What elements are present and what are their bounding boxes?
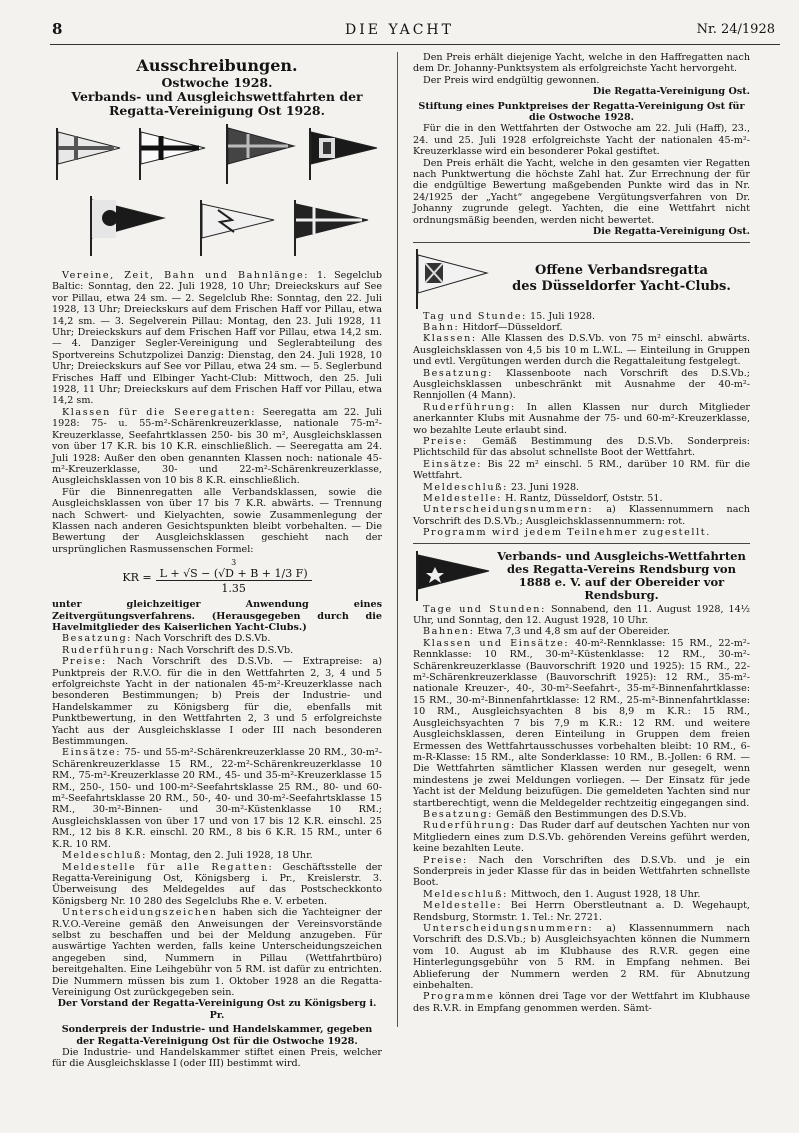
paragraph-meldeschluss-rvr [413,889,750,900]
label-tag: Tag und Stunde: [423,310,527,322]
paragraph-ruderfuehrung [52,645,382,656]
section-separator [413,242,750,243]
paragraph-programm-dus: Programm wird jedem Teilnehmer zugestellt. [423,527,711,539]
text-meldeschluss-dus: 23. Juni 1928. [511,481,580,493]
paragraph-unterscheidung-dus [413,504,750,527]
paragraph-preise-rvr [413,855,750,889]
formula-fraction [156,559,312,595]
paragraph-bahn [413,322,750,333]
label-preise: Preise: [62,656,107,668]
paragraph-meldestelle-dus [413,493,750,504]
pennant-seglerbund-icon [88,196,168,256]
paragraph-einsaetze-dus [413,459,750,482]
label-klassen-einsaetze: Klassen und Einsätze: [423,637,570,649]
paragraph-klassen-einsaetze [413,638,750,809]
label-vereine: Vereine, Zeit, Bahn und Bahnlänge: [62,270,310,281]
pennant-rendsburg-icon [413,551,493,601]
label-unterscheidung-rvr: Unterscheidungsnummern: [423,923,594,934]
section-title: Ausschreibungen. [136,56,298,75]
label-meldestelle: Meldestelle für alle Regatten: [62,861,274,873]
rasmussen-formula [52,559,382,595]
subtitle-ostwoche: Ostwoche 1928. [161,75,273,90]
paragraph-programme-rvr [413,991,750,1014]
duesseldorf-header [413,249,750,309]
pennant-schupo-icon [198,200,278,256]
label-unterscheidung: Unterscheidungszeichen [62,907,218,919]
paragraph-tage [413,604,750,627]
pennant-duesseldorf-icon [413,249,493,309]
paragraph-stiftung-2: Den Preis erhält die Yacht, welche in den gesamten vier Regatten nach Punktwertung die höchste Zahl hat. Zur Errechnung der für die endgültige Bewertung maßgebenden Punkte wird das in Nr. 24/1925 der „Yacht“ angegebene Vergütungsverfahren von Dr. Johanny zugrunde gelegt. Yachten, die eine Wettfahrt nicht ordnungsmäßig beenden, werden nicht bewertet. [413,157,750,226]
label-meldeschluss: Meldeschluß: [62,850,147,862]
paragraph-preise-dus [413,436,750,459]
paragraph-vereine [52,270,382,407]
pennant-rhe-icon [137,128,209,180]
label-meldeschluss-rvr: Meldeschluß: [423,888,508,900]
text-vereine: 1. Segelclub Baltic: Sonntag, den 22. Juli 1928, 10 Uhr; Dreieckskurs auf See vor Pillau, etwa 24 sm. — 2. Segelclub Rhe: Sonntag, den 22. Juli 1928, 13 Uhr; Dreieckskurs auf dem Frischen Haff vor Pillau, etwa 14,2 sm. — 3. Segelverein Pillau: Montag, den 23. Juli 1928, 11 Uhr; Dreieckskurs auf dem Frischen Haff vor Pillau, etwa 14,2 sm. — 4. Danziger Segler-Vereinigung und Seglerabteilung des Sportvereins Schutzpolizei Danzig: Dienstag, den 24. Juli 1928, 10 Uhr; Dreieckskurs auf See vor Pillau, etwa 24 sm. — 5. Seglerbund Frisches Haff und Elbinger Yacht-Club: Mittwoch, den 25. Juli 1928, 11 Uhr; Dreieckskurs auf dem Frischen Haff vor Pillau, etwa 14,2 sm. [52,270,382,407]
text-besatzung-dus: Klassenboote nach Vorschrift des D.S.Vb.; Ausgleichsklassen unbeschränkt mit Ausnahme der 40-m²-Rennjollen (4 Mann). [413,367,750,402]
paragraph-preis-endgueltig: Der Preis wird endgültig gewonnen. [423,74,600,86]
paragraph-stiftung-1: Für die in den Wettfahrten der Ostwoche am 22. Juli (Haff), 23., 24. und 25. Juli 1928 erfolgreichste Yacht der nationalen 45-m²-Kreuzerklasse wird ein besonderer Pokal gestiftet. [413,123,750,158]
text-meldestelle-dus: H. Rantz, Düsseldorf, Oststr. 51. [505,493,663,504]
paragraph-besatzung-dus [413,368,750,402]
label-meldeschluss-dus: Meldeschluß: [423,481,508,493]
paragraph-unterscheidung-rvr [413,923,750,991]
magazine-title: DIE YACHT [345,22,454,38]
paragraph-meldestelle [52,862,382,908]
rendsburg-title: Verbands- und Ausgleichs-Wettfahrten des Regatta-Vereins Rendsburg von 1888 e. V. auf der Obereider vor Rendsburg. [497,548,746,602]
paragraph-meldestelle-rvr [413,900,750,923]
label-bahn: Bahn: [423,321,460,333]
formula-lhs: KR = [122,570,152,584]
paragraph-ruder-dus [413,402,750,436]
text-tage: Sonnabend, den 11. August 1928, 14½ Uhr, und Sonntag, den 12. August 1928, 10 Uhr. [413,603,750,627]
paragraph-klassen-dus [413,333,750,367]
text-tag: 15. Juli 1928. [530,310,595,322]
text-unterscheidung-dus: a) Klassennummern nach Vorschrift des D.S.Vb.; Ausgleichsklassennummern: rot. [413,504,750,527]
paragraph-besatzung [52,633,382,644]
heading-sonderpreis: Sonderpreis der Industrie- und Handelskammer, gegeben der Regatta-Vereinigung Ost für die Ostwoche 1928. [61,1024,373,1047]
text-ruderfuehrung: Nach Vorschrift des D.S.Vb. [157,644,294,656]
text-preise: Nach Vorschrift des D.S.Vb. — Extrapreise: a) Punktpreis der R.V.O. für die in den Wettfahrten 2, 3, 4 und 5 erfolgreichste Yacht in der nationalen 45-m²-Kreuzerklasse nach besonderen Bestimmungen; b) Preis der Industrie- und Handelskammer zu Königsberg für die, ebenfalls mit Punktbewertung, in den Wettfahrten 2, 3 und 5 erfolgreichste Yacht aus der Ausgleichsklasse I oder III nach besonderen Bestimmungen. [52,656,382,748]
label-preise-dus: Preise: [423,435,468,447]
pennant-baltic-icon [54,128,124,180]
issue-number: Nr. 24/1928 [696,22,775,37]
text-klassen-einsaetze: 40-m²-Rennklasse: 15 RM., 22-m²-Rennklasse: 10 RM., 30-m²-Küstenklasse: 12 RM., 30-m²-Schärenkreuzerklasse (Bauvorschrift 1920 und 1925): 15 RM., 22-m²-Schärenkreuzerklasse (Bauvorschrift 1925): 12 RM., 35-m²-nationale Kreuzer-, 40-, 30-m²-Seefahrt-, 35-m²-Binnenfahrtklasse: 15 RM., 30-m²-Binnenfahrtklasse: 12 RM., 25-m²-Binnenfahrtklasse: 10 RM., Ausgleichsyachten 8 bis 8,9 m K.R.: 15 RM., Ausgleichsyachten 7 bis 7,9 m K.R.: 12 RM. und weitere Ausgleichsklassen, deren Einteilung in Gruppen dem freien Ermessen des Wettfahrtausschusses vorbehalten bleibt: 10 RM., 6-m-R-Klasse: 15 RM., alte Sonderklasse: 10 RM., B.-Jollen: 6 RM. — Die Wettfahrten sämtlicher Klassen werden nur gesegelt, wenn mindestens je zwei Meldungen vorliegen. — Der Einsatz für jede Yacht ist der Meldung beizufügen. Die gemeldeten Yachten sind nur startberechtigt, wenn die Meldegelder rechtzeitig eingegangen sind. [413,637,750,809]
paragraph-meldeschluss-dus [413,482,750,493]
signature-rvo-1: Die Regatta-Vereinigung Ost. [592,86,750,98]
label-klassen-dus: Klassen: [423,333,477,345]
pennant-elbing-icon [292,200,372,256]
formula-denominator: 1.35 [221,582,246,596]
duesseldorf-title-2: des Düsseldorfer Yacht-Clubs. [512,278,731,294]
text-preise-rvr: Nach den Vorschriften des D.S.Vb. und je ein Sonderpreis in jeder Klasse für das in beiden Wettfahrten schnellste Boot. [413,854,750,889]
paragraph-preis-haff: Den Preis erhält diejenige Yacht, welche in den Haffregatten nach dem Dr. Johanny-Punktsystem als erfolgreichste Yacht hervorgeht. [413,52,750,75]
label-tage: Tage und Stunden: [423,603,546,615]
text-klassen: Seeregatta am 22. Juli 1928: 75- u. 55-m²-Schärenkreuzerklasse, nationale 75-m²-Kreuzerklasse, Seefahrtklassen 250- bis 30 m², Ausgleichsklassen von über 17 K.R. bis 10 K.R. einschließlich. — Seeregatta am 24. Juli 1928: Außer den oben genannten Klassen noch: nationale 45-m²-Kreuzerklasse, 30- und 22-m²-Schärenkreuzerklasse, Ausgleichsklassen von 10 bis 8 K.R. einschließlich. [52,406,382,487]
text-bahn: Hitdorf—Düsseldorf. [462,321,563,333]
page-header [0,20,799,42]
paragraph-bahnen [413,626,750,637]
formula-root-index: 3 [231,558,237,568]
paragraph-klassen [52,407,382,487]
page-number: 8 [52,20,63,38]
label-ruder-rvr: Ruderführung: [423,820,516,832]
label-bahnen: Bahnen: [423,626,475,638]
label-programme-rvr: Programme [423,991,495,1003]
text-programme-rvr: können drei Tage vor der Wettfahrt im Klubhause des R.V.R. in Empfang genommen werden. Sämt- [413,991,750,1014]
label-einsaetze-dus: Einsätze: [423,458,483,470]
left-column [52,52,382,1070]
paragraph-sonderpreis: Die Industrie- und Handelskammer stiftet einen Preis, welcher für die Ausgleichsklasse I (oder III) bestimmt wird. [52,1047,382,1070]
pennant-danzig-icon [307,128,379,180]
header-rule [50,44,780,45]
duesseldorf-title-1: Offene Verbandsregatta [535,262,708,278]
rendsburg-header [413,550,750,602]
paragraph-tag [413,311,750,322]
text-meldeschluss: Montag, den 2. Juli 1928, 18 Uhr. [150,850,313,862]
signature-vorstand: Der Vorstand der Regatta-Vereinigung Ost zu Königsberg i. Pr. [57,998,377,1021]
text-unterscheidung: haben sich die Yachteigner der R.V.O.-Vereine gemäß den Anweisungen der Vereinsvorstände selbst zu beschaffen und bei der Meldung anzugeben. Für auswärtige Yachten werden, falls keine Unterscheidungszeichen angegeben sind, Nummern in Pillau (Wettfahrtbüro) bereitgehalten. Eine Leihgebühr von 5 RM. ist dafür zu entrichten. Die Nummern müssen bis zum 1. Oktober 1928 an die Regatta-Vereinigung Ost zurückgegeben sein. [52,907,382,998]
text-einsaetze-dus: Bis 22 m² einschl. 5 RM., darüber 10 RM. für die Wettfahrt. [413,458,750,482]
paragraph-einsaetze [52,747,382,850]
subtitle-regatta: Verbands- und Ausgleichswettfahrten der Regatta-Vereinigung Ost 1928. [71,89,363,118]
paragraph-meldeschluss [52,850,382,861]
text-klassen-dus: Alle Klassen des D.S.Vb. von 75 m² einschl. abwärts. Ausgleichsklassen von 4,5 bis 10 m L.W.L. — Einteilung in Gruppen und evtl. Vergütungen werden durch die Regattaleitung festgelegt. [413,333,750,368]
paragraph-ruder-rvr [413,820,750,854]
text-unterscheidung-rvr: a) Klassennummern nach Vorschrift des D.S.Vb.; b) Ausgleichsyachten können die Nummern vom 10. August ab im Klubhause des R.V.R. gegen eine Hinterlegungsgebühr von 5 RM. in Empfang nehmen. Bei Ablieferung der Nummern werden 2 RM. für Abnutzung einbehalten. [413,923,750,992]
label-besatzung: Besatzung: [62,633,133,645]
club-pennants [52,124,382,264]
text-einsaetze: 75- und 55-m²-Schärenkreuzerklasse 20 RM., 30-m²-Schärenkreuzerklasse 15 RM., 22-m²-Schärenkreuzerklasse 10 RM., 75-m²-Kreuzerklasse 20 RM., 45- und 35-m²-Kreuzerklasse 15 RM., 250-, 150- und 100-m²-Seefahrtsklasse 25 RM., 80- und 60-m²-Seefahrtsklasse 20 RM., 50-, 40- und 30-m²-Seefahrtsklasse 15 RM., 30-m²-Binnen- und 30-m²-Küstenklasse 10 RM.; Ausgleichsklassen von über 17 und von 17 bis 12 K.R. einschl. 25 RM., 12 bis 8 K.R. einschl. 20 RM., 8 bis 6 K.R. 15 RM., unter 6 K.R. 10 RM. [52,747,382,850]
paragraph-zeitverguetung: unter gleichzeitiger Anwendung eines Zeitvergütungsverfahrens. (Herausgegeben durch die Havelmitglieder des Kaiserlichen Yacht-Clubs.) [52,599,382,633]
label-ruderfuehrung: Ruderführung: [62,644,155,656]
formula-numerator: L + √S − (√D + B + 1/3 F) [156,567,312,581]
label-besatzung-rvr: Besatzung: [423,808,494,820]
paragraph-binnen: Für die Binnenregatten alle Verbandsklassen, sowie die Ausgleichsklassen von über 17 bis 7 K.R. abwärts. — Trennung nach Schwert- und Kielyachten, sowie Zusammenlegung der Klassen nach anderen Gesichtspunkten bleibt vorbehalten. — Die Bewertung der Ausgleichsklassen geschieht nach der ursprünglichen Rasmussenschen Formel: [52,486,382,555]
text-ruder-dus: In allen Klassen nur durch Mitglieder anerkannter Klubs mit Ausnahme der 75- und 60-m²-Kreuzerklasse, wo bezahlte Leute erlaubt sind. [413,401,750,436]
paragraph-preise [52,656,382,747]
signature-rvo-2: Die Regatta-Vereinigung Ost. [592,226,750,238]
label-unterscheidung-dus: Unterscheidungsnummern: [423,504,594,516]
section-separator-2 [413,543,750,544]
text-preise-dus: Gemäß Bestimmung des D.S.Vb. Sonderpreis: Plichtschild für das absolut schnellste Boot der Wettfahrt. [413,435,750,459]
paragraph-unterscheidung [52,907,382,998]
text-meldeschluss-rvr: Mittwoch, den 1. August 1928, 18 Uhr. [511,888,701,900]
label-meldestelle-dus: Meldestelle: [423,493,503,504]
text-meldestelle: Geschäftsstelle der Regatta-Vereinigung Ost, Königsberg i. Pr., Kreislerstr. 3. Überweisung des Meldegeldes auf das Postscheckkonto Königsberg Nr. 10 280 des Segelclubs Rhe e. V. erbeten. [52,861,382,907]
label-besatzung-dus: Besatzung: [423,367,494,379]
label-meldestelle-rvr: Meldestelle: [423,900,503,912]
text-ruder-rvr: Das Ruder darf auf deutschen Yachten nur von Mitgliedern eines zum D.S.Vb. gehörenden Vereins geführt werden, keine bezahlten Leute. [413,820,750,855]
label-einsaetze: Einsätze: [62,747,122,759]
text-besatzung-rvr: Gemäß den Bestimmungen des D.S.Vb. [496,808,687,820]
label-preise-rvr: Preise: [423,854,468,866]
text-meldestelle-rvr: Bei Herrn Oberstleutnant a. D. Wegehaupt, Rendsburg, Stormstr. 1. Tel.: Nr. 2721. [413,900,750,923]
heading-stiftung: Stiftung eines Punktpreises der Regatta-Vereinigung Ost für die Ostwoche 1928. [418,100,745,124]
pennant-pillau-icon [224,124,296,184]
label-ruder-dus: Ruderführung: [423,401,516,413]
text-bahnen: Etwa 7,3 und 4,8 sm auf der Obereider. [477,626,670,638]
column-divider [397,52,398,1027]
right-column [413,52,750,1037]
label-klassen: Klassen für die Seeregatten: [62,406,257,418]
text-besatzung: Nach Vorschrift des D.S.Vb. [135,633,271,645]
paragraph-besatzung-rvr [413,809,750,820]
